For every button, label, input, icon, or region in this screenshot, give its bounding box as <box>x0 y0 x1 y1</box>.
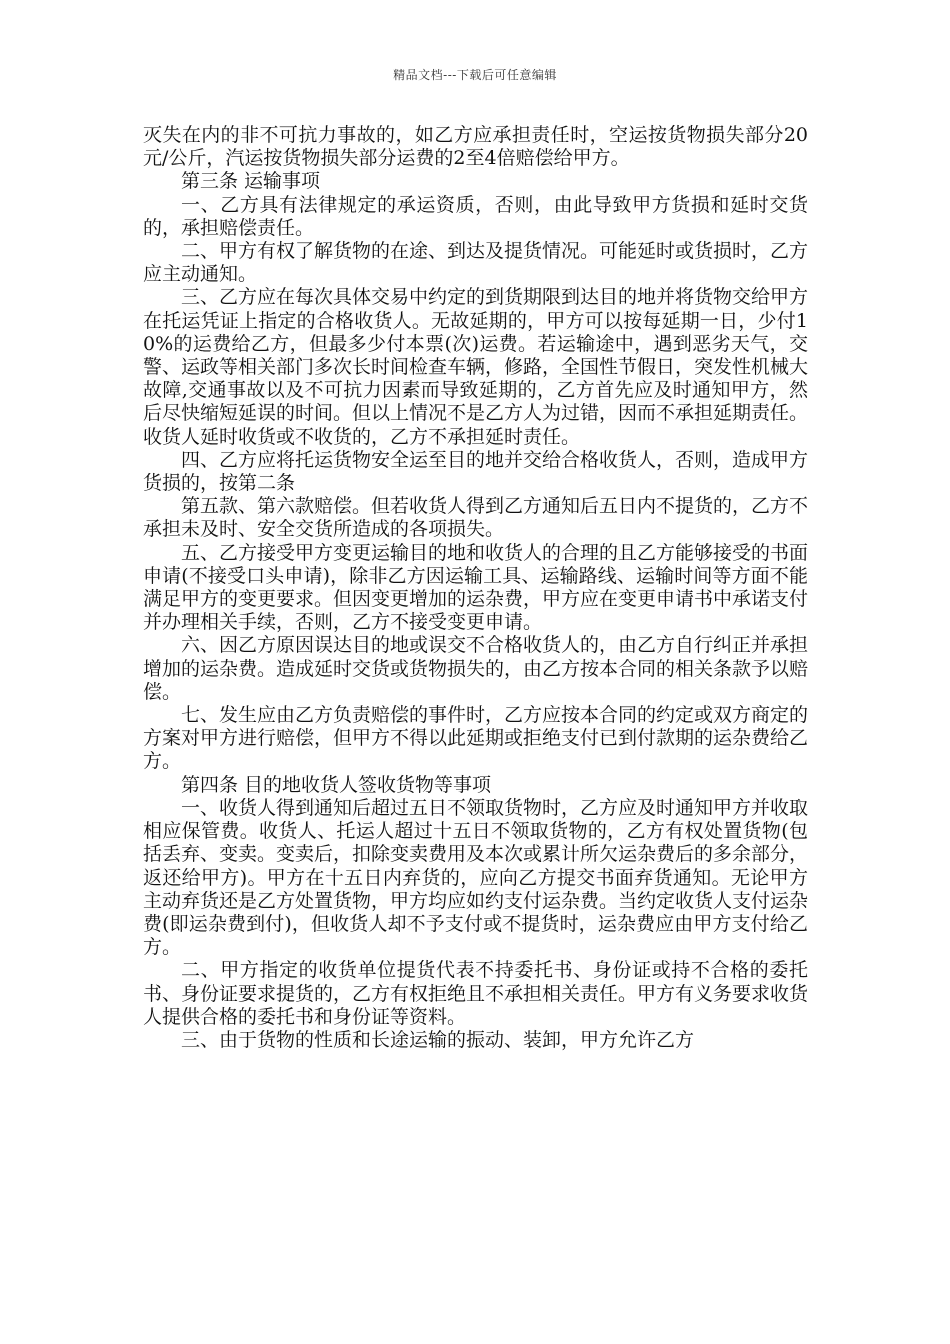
paragraph: 一、收货人得到通知后超过五日不领取货物时，乙方应及时通知甲方并收取相应保管费。收货人、托运人超过十五日不领取货物的，乙方有权处置货物(包括丢弃、变卖。变卖后，扣除变卖费用及本次或累计所欠运杂费后的多余部分，返还给甲方)。甲方在十五日内弃货的，应向乙方提交书面弃货通知。无论甲方主动弃货还是乙方处置货物，甲方均应如约支付运杂费。当约定收货人支付运杂费(即运杂费到付)，但收货人却不予支付或不提货时，运杂费应由甲方支付给乙方。 <box>143 796 809 959</box>
paragraph: 三、由于货物的性质和长途运输的振动、装卸，甲方允许乙方 <box>181 1028 695 1051</box>
paragraph: 灭失在内的非不可抗力事故的，如乙方应承担责任时，空运按货物损失部分20元/公斤，汽运按货物损失部分运费的2至4倍赔偿给甲方。 <box>143 124 808 170</box>
paragraph: 二、甲方指定的收货单位提货代表不持委托书、身份证或持不合格的委托书、身份证要求提货的，乙方有权拒绝且不承担相关责任。甲方有义务要求收货人提供合格的委托书和身份证等资料。 <box>143 959 809 1028</box>
document-body <box>143 124 808 1052</box>
paragraph: 三、乙方应在每次具体交易中约定的到货期限到达目的地并将货物交给甲方在托运凭证上指定的合格收货人。无故延期的，甲方可以按每延期一日，少付10%的运费给乙方，但最多少付本票(次)运费。若运输途中，遇到恶劣天气，交警、运政等相关部门多次长时间检查车辆，修路，全国性节假日，突发性机械大故障,交通事故以及不可抗力因素而导致延期的，乙方首先应及时通知甲方，然后尽快缩短延误的时间。但以上情况不是乙方人为过错，因而不承担延期责任。收货人延时收货或不收货的，乙方不承担延时责任。 <box>143 286 809 448</box>
paragraph: 第四条 目的地收货人签收货物等事项 <box>181 773 492 796</box>
paragraph: 二、甲方有权了解货物的在途、到达及提货情况。可能延时或货损时，乙方应主动通知。 <box>143 240 809 286</box>
paragraph: 七、发生应由乙方负责赔偿的事件时，乙方应按本合同的约定或双方商定的方案对甲方进行赔偿，但甲方不得以此延期或拒绝支付已到付款期的运杂费给乙方。 <box>143 704 809 773</box>
paragraph: 四、乙方应将托运货物安全运至目的地并交给合格收货人，否则，造成甲方货损的，按第二条 <box>143 448 809 495</box>
paragraph: 五、乙方接受甲方变更运输目的地和收货人的合理的且乙方能够接受的书面申请(不接受口头申请)，除非乙方因运输工具、运输路线、运输时间等方面不能满足甲方的变更要求。但因变更增加的运杂费，甲方应在变更申请书中承诺支付并办理相关手续，否则，乙方不接受变更申请。 <box>143 541 809 634</box>
page-header: 精品文档---下载后可任意编辑 <box>393 68 557 82</box>
paragraph: 第三条 运输事项 <box>181 170 321 193</box>
paragraph: 一、乙方具有法律规定的承运资质，否则，由此导致甲方货损和延时交货的，承担赔偿责任。 <box>143 193 808 239</box>
paragraph: 第五款、第六款赔偿。但若收货人得到乙方通知后五日内不提货的，乙方不承担未及时、安全交货所造成的各项损失。 <box>143 495 809 541</box>
paragraph: 六、因乙方原因误达目的地或误交不合格收货人的，由乙方自行纠正并承担增加的运杂费。造成延时交货或货物损失的，由乙方按本合同的相关条款予以赔偿。 <box>143 634 809 703</box>
